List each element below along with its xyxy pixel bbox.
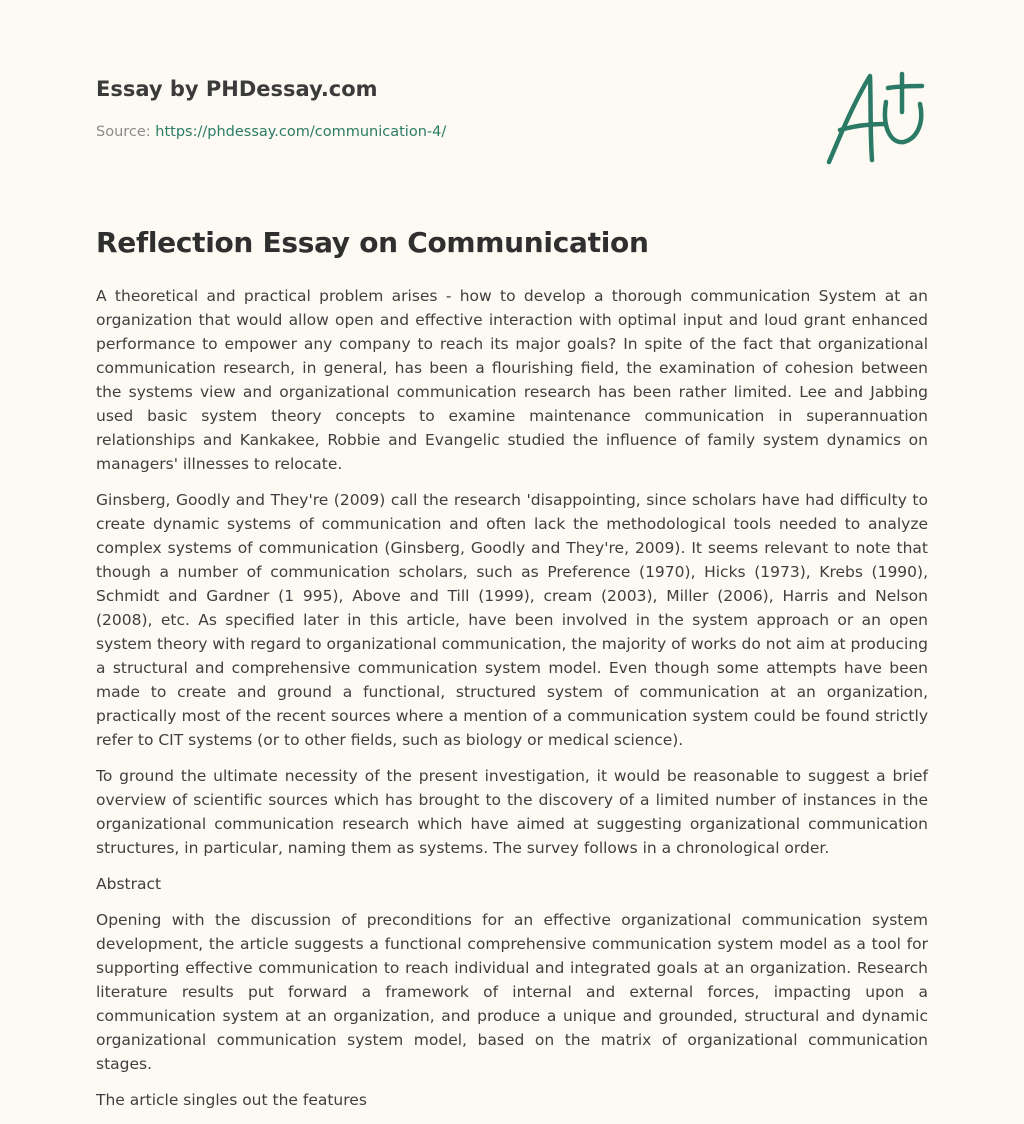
essay-paragraph: Opening with the discussion of preconditions for an effective organizational communication system development, the article suggests a functional comprehensive communication system model as a tool for supporting effective communication to reach individual and integrated goals at an organization. Research literature results put forward a framework of internal and external forces, impacting upon a communication system at an organization, and produce a unique and grounded, structural and dynamic organizational communication system model, based on the matrix of organizational communication stages. [96,911,928,1073]
essay-title: Reflection Essay on Communication [96,226,649,259]
essay-paragraph: A theoretical and practical problem arises - how to develop a thorough communication System at an organization that would allow open and effective interaction with optimal input and loud grant enhanced performance to empower any company to reach its major goals? In spite of the fact that organizational communication research, in general, has been a flourishing field, the examination of cohesion between the systems view and organizational communication research has been rather limited. Lee and Jabbing used basic system theory concepts to examine maintenance communication in superannuation relationships and Kankakee, Robbie and Evangelic studied the influence of family system dynamics on managers' illnesses to relocate. [96,287,928,473]
section-heading-abstract: Abstract [96,875,162,893]
essay-body [96,284,928,1124]
essay-paragraph: The article singles out the features [96,1091,367,1109]
source-link[interactable]: https://phdessay.com/communication-4/ [155,124,447,140]
source-label: Source: [96,124,156,140]
essay-paragraph: Ginsberg, Goodly and They're (2009) call the research 'disappointing, since scholars have had difficulty to create dynamic systems of communication and often lack the methodological tools needed to analyze complex systems of communication (Ginsberg, Goodly and They're, 2009). It seems relevant to note that though a number of communication scholars, such as Preference (1970), Hicks (1973), Krebs (1990), Schmidt and Gardner (1 995), Above and Till (1999), cream (2003), Miller (2006), Harris and Nelson (2008), etc. As specified later in this article, have been involved in the system approach or an open system theory with regard to organizational communication, the majority of works do not aim at producing a structural and comprehensive communication system model. Even though some attempts have been made to create and ground a functional, structured system of communication at an organization, practically most of the recent sources where a mention of a communication system could be found strictly refer to CIT systems (or to other fields, such as biology or medical science). [96,491,928,749]
brand-title: Essay by PHDessay.com [96,77,378,101]
essay-paragraph: To ground the ultimate necessity of the present investigation, it would be reasonable to suggest a brief overview of scientific sources which has brought to the discovery of a limited number of instances in the organizational communication research which have aimed at suggesting organizational communication structures, in particular, naming them as systems. The survey follows in a chronological order. [96,767,928,857]
source-line [96,124,446,140]
a-plus-grade-icon [826,64,936,168]
